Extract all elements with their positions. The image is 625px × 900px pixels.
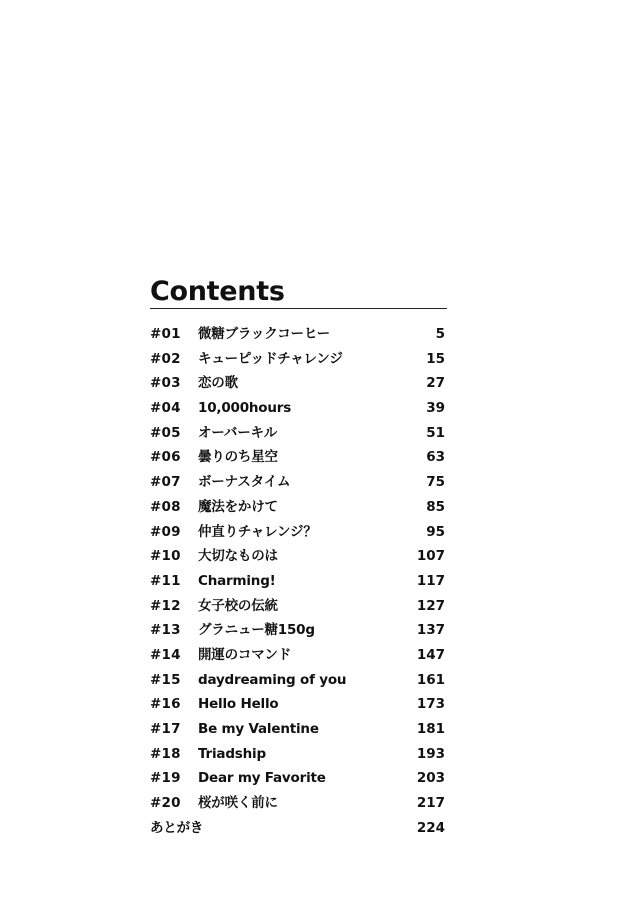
page-number: 224 bbox=[416, 819, 445, 836]
toc-entry bbox=[150, 594, 447, 619]
chapter-number: #17 bbox=[150, 721, 181, 737]
chapter-title: 開運のコマンド bbox=[198, 646, 292, 663]
page-number: 5 bbox=[435, 326, 445, 342]
toc-entry bbox=[150, 520, 447, 545]
heading-underline bbox=[150, 308, 447, 309]
chapter-title: 女子校の伝統 bbox=[198, 597, 278, 614]
toc-entry bbox=[150, 322, 447, 347]
chapter-title: Charming! bbox=[198, 572, 276, 589]
toc-entry bbox=[150, 791, 447, 816]
page-number: 203 bbox=[416, 770, 445, 787]
toc-entry bbox=[150, 692, 447, 717]
chapter-title: オーバーキル bbox=[198, 424, 277, 441]
page-number: 217 bbox=[416, 795, 445, 812]
toc-entry bbox=[150, 717, 447, 742]
chapter-number: #10 bbox=[150, 548, 181, 565]
chapter-title: Be my Valentine bbox=[198, 721, 319, 737]
toc-entry bbox=[150, 742, 447, 767]
toc-entry bbox=[150, 396, 447, 421]
toc-entry bbox=[150, 569, 447, 594]
chapter-title: 曇りのち星空 bbox=[198, 449, 278, 466]
chapter-title: 桜が咲く前に bbox=[198, 795, 278, 812]
chapter-number: #03 bbox=[150, 375, 181, 392]
chapter-title: 仲直りチャレンジ？ bbox=[198, 523, 317, 540]
page-number: 39 bbox=[426, 400, 445, 417]
chapter-title: 恋の歌 bbox=[198, 375, 238, 392]
contents-heading: Contents bbox=[150, 276, 285, 307]
chapter-number: #13 bbox=[150, 622, 181, 639]
page-number: 193 bbox=[416, 745, 445, 762]
chapter-number: #06 bbox=[150, 449, 181, 466]
chapter-number: #04 bbox=[150, 400, 181, 417]
toc-entry bbox=[150, 643, 447, 668]
toc-entry bbox=[150, 668, 447, 693]
chapter-title: 魔法をかけて bbox=[198, 498, 278, 515]
toc-entry bbox=[150, 347, 447, 372]
page-number: 137 bbox=[416, 622, 445, 639]
chapter-number: #09 bbox=[150, 523, 181, 540]
chapter-title: ボーナスタイム bbox=[198, 474, 291, 491]
chapter-number: #16 bbox=[150, 696, 181, 713]
afterword-title: あとがき bbox=[150, 819, 204, 836]
page-number: 27 bbox=[426, 375, 445, 392]
page-number: 15 bbox=[426, 350, 445, 367]
chapter-title: 10,000hours bbox=[198, 400, 292, 417]
chapter-title: Triadship bbox=[198, 745, 266, 762]
chapter-number: #01 bbox=[150, 326, 181, 342]
chapter-title: 大切なものは bbox=[198, 548, 278, 565]
chapter-title: 微糖ブラックコーヒー bbox=[198, 326, 330, 342]
page-number: 51 bbox=[426, 424, 445, 441]
chapter-number: #02 bbox=[150, 350, 181, 367]
page-number: 181 bbox=[416, 721, 445, 737]
toc-entry bbox=[150, 445, 447, 470]
chapter-number: #12 bbox=[150, 597, 181, 614]
page-number: 95 bbox=[426, 523, 445, 540]
chapter-number: #18 bbox=[150, 745, 181, 762]
page-number: 107 bbox=[416, 548, 445, 565]
chapter-title: Hello Hello bbox=[198, 696, 279, 713]
page-number: 63 bbox=[426, 449, 445, 466]
toc-entry-afterword bbox=[150, 816, 447, 841]
chapter-title: グラニュー糖150g bbox=[198, 622, 315, 639]
toc-entry bbox=[150, 618, 447, 643]
chapter-number: #20 bbox=[150, 795, 181, 812]
toc-entry bbox=[150, 371, 447, 396]
page-number: 117 bbox=[416, 572, 445, 589]
chapter-number: #08 bbox=[150, 498, 181, 515]
chapter-title: キューピッドチャレンジ bbox=[198, 350, 343, 367]
toc-entry bbox=[150, 421, 447, 446]
toc-entry bbox=[150, 495, 447, 520]
chapter-number: #07 bbox=[150, 474, 181, 491]
chapter-number: #14 bbox=[150, 646, 181, 663]
chapter-number: #05 bbox=[150, 424, 181, 441]
chapter-title: daydreaming of you bbox=[198, 671, 347, 688]
toc-list bbox=[150, 322, 447, 840]
toc-entry bbox=[150, 766, 447, 791]
chapter-title: Dear my Favorite bbox=[198, 770, 326, 787]
page-number: 147 bbox=[416, 646, 445, 663]
chapter-number: #11 bbox=[150, 572, 181, 589]
page-number: 75 bbox=[426, 474, 445, 491]
page-number: 161 bbox=[416, 671, 445, 688]
page-number: 85 bbox=[426, 498, 445, 515]
table-of-contents bbox=[150, 276, 447, 840]
chapter-number: #15 bbox=[150, 671, 181, 688]
toc-entry bbox=[150, 470, 447, 495]
chapter-number: #19 bbox=[150, 770, 181, 787]
page-number: 127 bbox=[416, 597, 445, 614]
toc-entry bbox=[150, 544, 447, 569]
page-number: 173 bbox=[416, 696, 445, 713]
